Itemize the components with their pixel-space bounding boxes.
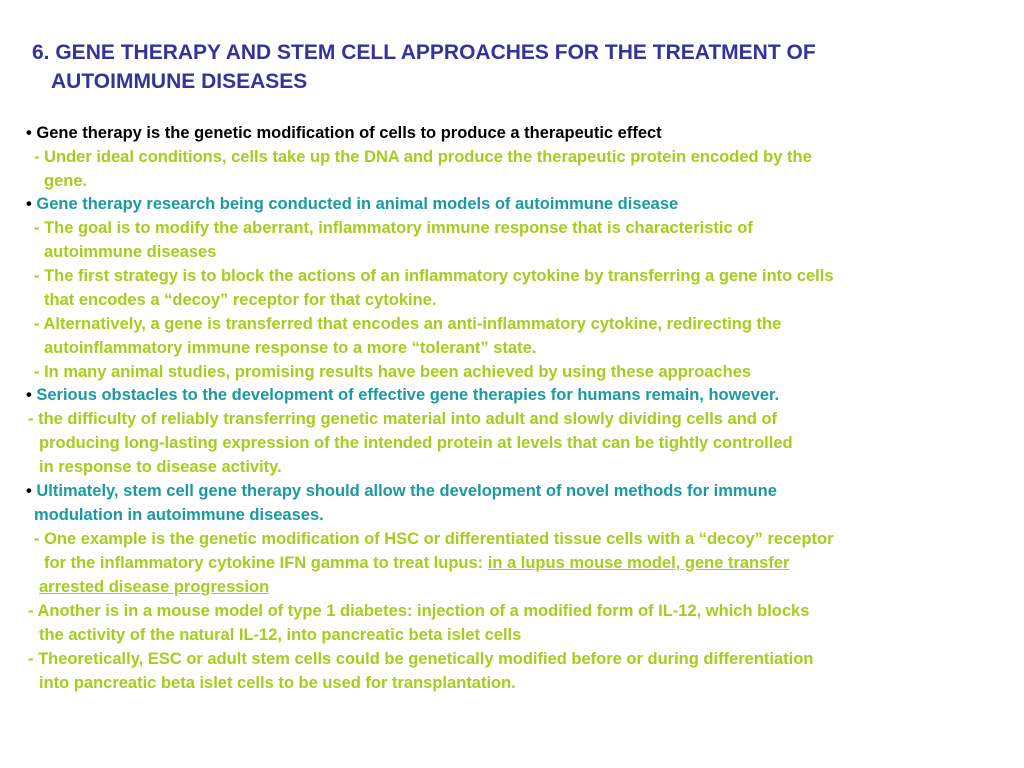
- sub-item-lupus-example: - One example is the genetic modification of HSC or differentiated tissue cells with a “decoy” receptor: [34, 530, 834, 548]
- bullet-text: Gene therapy is the genetic modification of cells to produce a therapeutic effect: [36, 124, 662, 142]
- sub-item-alternatively-cont: autoinflammatory immune response to a more “tolerant” state.: [44, 339, 537, 357]
- sub-item-ideal-conditions: - Under ideal conditions, cells take up the DNA and produce the therapeutic protein encoded by the: [34, 148, 812, 166]
- sub-item-diabetes-example: - Another is in a mouse model of type 1 diabetes: injection of a modified form of IL-12, which blocks: [28, 602, 810, 620]
- sub-item-ideal-conditions-cont: gene.: [44, 172, 88, 190]
- bullet-stem-cell-gene-therapy-cont: modulation in autoimmune diseases.: [34, 506, 324, 524]
- sub-item-difficulty-cont-2: in response to disease activity.: [39, 458, 282, 476]
- sub-item-goal: - The goal is to modify the aberrant, inflammatory immune response that is characteristic of: [34, 219, 753, 237]
- sub-item-diabetes-example-cont: the activity of the natural IL-12, into pancreatic beta islet cells: [39, 626, 522, 644]
- bullet-stem-cell-gene-therapy: [26, 480, 777, 502]
- bullet-marker: •: [26, 482, 32, 500]
- slide-title: [32, 38, 1002, 96]
- sub-item-alternatively: - Alternatively, a gene is transferred that encodes an anti-inflammatory cytokine, redirecting the: [34, 315, 782, 333]
- slide-title-line-1: 6. GENE THERAPY AND STEM CELL APPROACHES FOR THE TREATMENT OF: [32, 41, 816, 64]
- bullet-marker: •: [26, 124, 32, 142]
- bullet-text: Ultimately, stem cell gene therapy should allow the development of novel methods for immune: [36, 482, 777, 500]
- bullet-text: Gene therapy research being conducted in animal models of autoimmune disease: [36, 195, 679, 213]
- sub-item-animal-studies: - In many animal studies, promising results have been achieved by using these approaches: [34, 363, 752, 381]
- sub-item-lupus-example-cont: [44, 552, 789, 574]
- bullet-gene-therapy-definition: [26, 122, 662, 144]
- bullet-serious-obstacles: [26, 384, 779, 406]
- bullet-animal-models: [26, 193, 678, 215]
- lupus-example-text: for the inflammatory cytokine IFN gamma to treat lupus:: [44, 554, 488, 572]
- sub-item-esc-theory-cont: into pancreatic beta islet cells to be used for transplantation.: [39, 674, 516, 692]
- slide-title-line-2: AUTOIMMUNE DISEASES: [51, 70, 308, 93]
- sub-item-first-strategy: - The first strategy is to block the actions of an inflammatory cytokine by transferring a gene into cells: [34, 267, 834, 285]
- bullet-marker: •: [26, 195, 32, 213]
- lupus-result-underlined-cont: arrested disease progression: [39, 578, 270, 596]
- sub-item-esc-theory: - Theoretically, ESC or adult stem cells could be genetically modified before or during differentiation: [28, 650, 814, 668]
- sub-item-difficulty-cont-1: producing long-lasting expression of the intended protein at levels that can be tightly controlled: [39, 434, 793, 452]
- bullet-marker: •: [26, 386, 32, 404]
- sub-item-goal-cont: autoimmune diseases: [44, 243, 217, 261]
- sub-item-difficulty: - the difficulty of reliably transferring genetic material into adult and slowly dividing cells and of: [28, 410, 778, 428]
- lupus-result-underlined: in a lupus mouse model, gene transfer: [487, 554, 790, 572]
- sub-item-first-strategy-cont: that encodes a “decoy” receptor for that cytokine.: [44, 291, 437, 309]
- bullet-text: Serious obstacles to the development of effective gene therapies for humans remain, however.: [36, 386, 780, 404]
